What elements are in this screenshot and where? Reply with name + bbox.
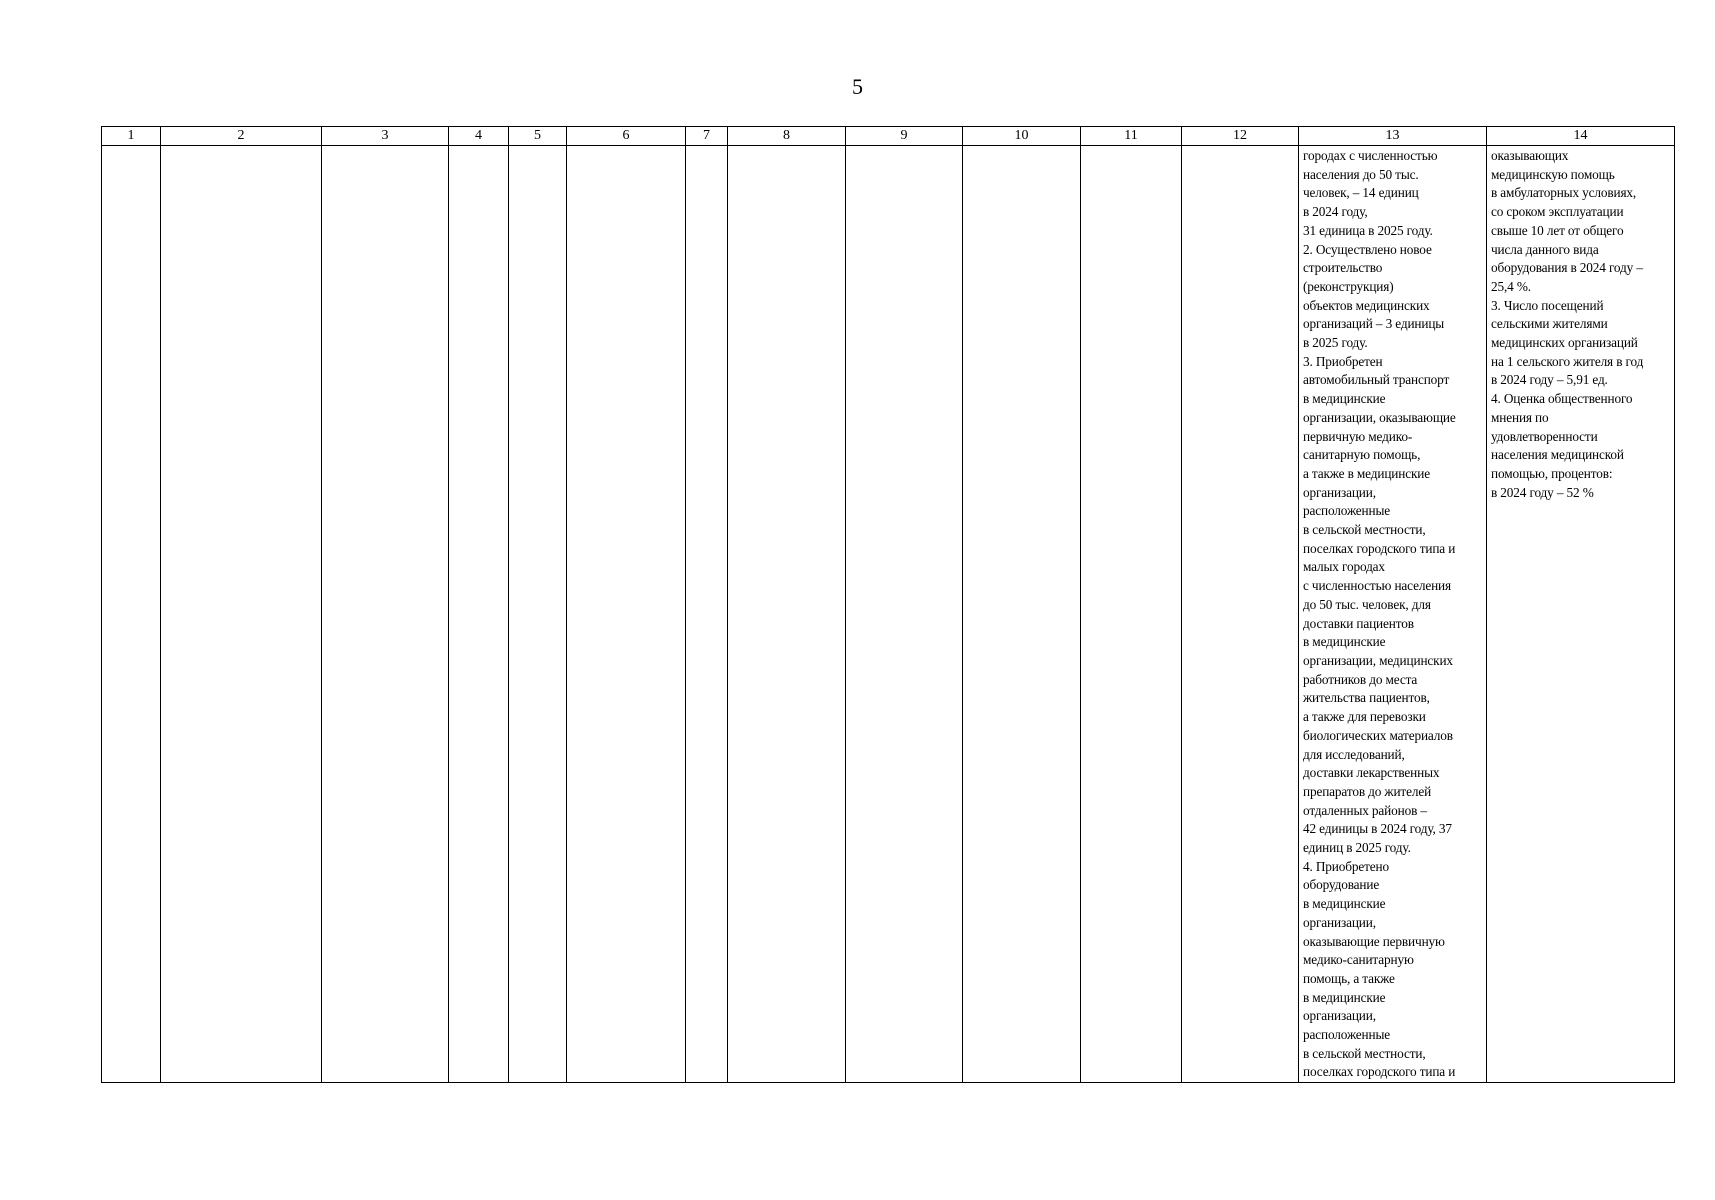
cell-col-1 [102,146,161,1083]
table-row [102,146,1675,1083]
cell-col-6 [567,146,686,1083]
column-header-5: 5 [509,127,567,146]
cell-col-3 [322,146,449,1083]
cell-col-12 [1182,146,1299,1083]
column-header-7: 7 [686,127,728,146]
cell-col-13 [1299,146,1487,1083]
table-header-row [102,127,1675,146]
cell-col-13-text: городах с численностью населения до 50 тыс. человек, – 14 единиц в 2024 году, 31 единица в 2025 году. 2. Осуществлено новое строительство (реконструкция) объектов медицинских организаций – 3 единицы в 2025 году. 3. Приобретен автомобильный транспорт в медицинские организации, оказывающие первичную медико- санитарную помощь, а также в медицинские организации, расположенные в сельской местности, поселках городского типа и малых городах с численностью населения до 50 тыс. человек, для доставки пациентов в медицинские организации, медицинских работников до места жительства пациентов, а также для перевозки биологических материалов для исследований, доставки лекарственных препаратов до жителей отдаленных районов – 42 единицы в 2024 году, 37 единиц в 2025 году. 4. Приобретено оборудование в медицинские организации, оказывающие первичную медико-санитарную помощь, а также в медицинские организации, расположенные в сельской местности, поселках городского типа и [1303,148,1456,1080]
column-header-1: 1 [102,127,161,146]
column-header-14: 14 [1487,127,1675,146]
column-header-12: 12 [1182,127,1299,146]
column-header-2: 2 [161,127,322,146]
cell-col-14 [1487,146,1675,1083]
cell-col-2 [161,146,322,1083]
page-number: 5 [852,74,863,99]
cell-col-4 [449,146,509,1083]
cell-col-5 [509,146,567,1083]
column-header-13: 13 [1299,127,1487,146]
cell-col-9 [846,146,963,1083]
cell-col-7 [686,146,728,1083]
document-table [101,126,1675,1083]
cell-col-14-text: оказывающих медицинскую помощь в амбулаторных условиях, со сроком эксплуатации свыше 10 лет от общего числа данного вида оборудования в 2024 году – 25,4 %. 3. Число посещений сельскими жителями медицинских организаций на 1 сельского жителя в год в 2024 году – 5,91 ед. 4. Оценка общественного мнения по удовлетворенности населения медицинской помощью, процентов: в 2024 году – 52 % [1491,148,1644,500]
column-header-6: 6 [567,127,686,146]
column-header-9: 9 [846,127,963,146]
column-header-3: 3 [322,127,449,146]
column-header-4: 4 [449,127,509,146]
cell-col-11 [1081,146,1182,1083]
cell-col-10 [963,146,1081,1083]
column-header-10: 10 [963,127,1081,146]
column-header-11: 11 [1081,127,1182,146]
column-header-8: 8 [728,127,846,146]
cell-col-8 [728,146,846,1083]
